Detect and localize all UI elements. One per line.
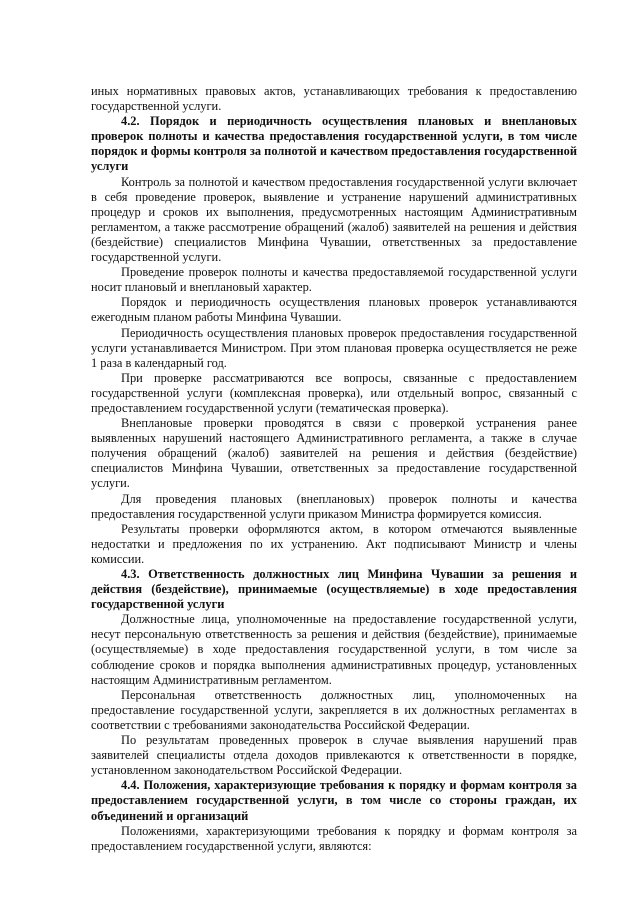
section-heading-4-4: 4.4. Положения, характеризующие требования к порядку и формам контроля за предоставлением государственной услуги, в том числе со стороны граждан, их объединений и организаций	[91, 778, 577, 823]
paragraph: При проверке рассматриваются все вопросы, связанные с предоставлением государственной услуги (комплексная проверка), или отдельный вопрос, связанный с предоставлением государственной услуги (тематическая проверка).	[91, 370, 577, 415]
paragraph: Контроль за полнотой и качеством предоставления государственной услуги включает в себя проведение проверок, выявление и устранение нарушений административных процедур и сроков их выполнения, предусмотренных настоящим Административным регламентом, а также рассмотрение обращений (жалоб) заявителей на решения и действия (бездействие) специалистов Минфина Чувашии, ответственных за предоставление государственной услуги.	[91, 174, 577, 265]
paragraph: Персональная ответственность должностных лиц, уполномоченных на предоставление государственной услуги, закрепляется в их должностных регламентах в соответствии с требованиями законодательства Российской Федерации.	[91, 687, 577, 732]
paragraph: Положениями, характеризующими требования к порядку и формам контроля за предоставлением государственной услуги, являются:	[91, 823, 577, 853]
paragraph: Проведение проверок полноты и качества предоставляемой государственной услуги носит плановый и внеплановый характер.	[91, 265, 577, 295]
paragraph: Результаты проверки оформляются актом, в котором отмечаются выявленные недостатки и предложения по их устранению. Акт подписывают Министр и члены комиссии.	[91, 521, 577, 566]
paragraph: Порядок и периодичность осуществления плановых проверок устанавливаются ежегодным планом работы Минфина Чувашии.	[91, 295, 577, 325]
paragraph: Внеплановые проверки проводятся в связи с проверкой устранения ранее выявленных нарушений настоящего Административного регламента, а также в случае получения обращений (жалоб) заявителей на решения и действия (бездействие) специалистов Минфина Чувашии, ответственных за предоставление государственной услуги.	[91, 416, 577, 491]
paragraph: Для проведения плановых (внеплановых) проверок полноты и качества предоставления государственной услуги приказом Министра формируется комиссия.	[91, 491, 577, 521]
document-page	[91, 84, 577, 854]
paragraph: По результатам проведенных проверок в случае выявления нарушений прав заявителей специалисты отдела доходов привлекаются к ответственности в порядке, установленном законодательством Российской Федерации.	[91, 733, 577, 778]
paragraph: иных нормативных правовых актов, устанавливающих требования к предоставлению государственной услуги.	[91, 84, 577, 114]
section-heading-4-3: 4.3. Ответственность должностных лиц Минфина Чувашии за решения и действия (бездействие), принимаемые (осуществляемые) в ходе предоставления государственной услуги	[91, 567, 577, 612]
section-heading-4-2: 4.2. Порядок и периодичность осуществления плановых и внеплановых проверок полноты и качества предоставления государственной услуги, в том числе порядок и формы контроля за полнотой и качеством предоставления государственной услуги	[91, 114, 577, 174]
paragraph: Должностные лица, уполномоченные на предоставление государственной услуги, несут персональную ответственность за решения и действия (бездействие), принимаемые (осуществляемые) в ходе предоставления государственной услуги, в том числе за соблюдение сроков и порядка выполнения административных процедур, установленных настоящим Административным регламентом.	[91, 612, 577, 687]
paragraph: Периодичность осуществления плановых проверок предоставления государственной услуги устанавливается Министром. При этом плановая проверка осуществляется не реже 1 раза в календарный год.	[91, 325, 577, 370]
